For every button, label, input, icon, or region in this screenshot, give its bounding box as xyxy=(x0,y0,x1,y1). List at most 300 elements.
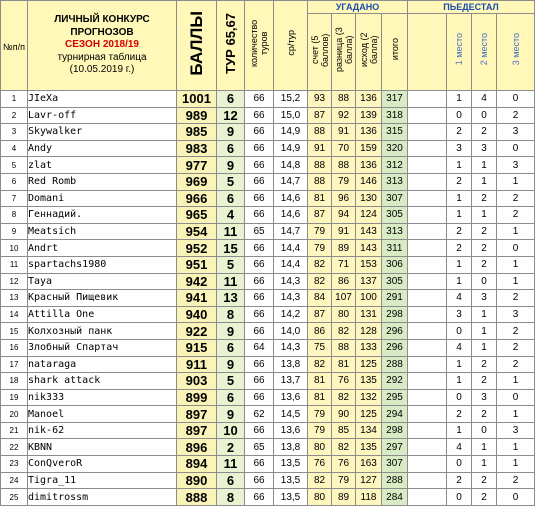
player-name: Tigra_11 xyxy=(28,472,177,489)
avg-per-tour: 14,3 xyxy=(274,339,308,356)
total-guessed: 305 xyxy=(382,273,408,290)
avg-per-tour: 14,6 xyxy=(274,190,308,207)
points: 983 xyxy=(177,140,217,157)
row-number: 3 xyxy=(1,124,28,141)
first-places: 4 xyxy=(447,339,472,356)
player-name: Красный Пищевик xyxy=(28,290,177,307)
spacer xyxy=(408,157,447,174)
avg-per-tour: 15,2 xyxy=(274,91,308,108)
tours-count: 66 xyxy=(245,389,274,406)
tour-points: 6 xyxy=(217,140,245,157)
second-places: 2 xyxy=(472,223,497,240)
table-row xyxy=(1,273,535,290)
diff-guessed: 96 xyxy=(332,190,356,207)
second-places: 1 xyxy=(472,456,497,473)
avg-per-tour: 14,9 xyxy=(274,140,308,157)
group-guessed: УГАДАНО xyxy=(308,1,408,14)
third-places: 0 xyxy=(497,389,535,406)
avg-per-tour: 13,8 xyxy=(274,356,308,373)
points: 894 xyxy=(177,456,217,473)
title-line-1: ЛИЧНЫЙ КОНКУРС xyxy=(54,14,150,26)
first-places: 3 xyxy=(447,306,472,323)
row-number: 17 xyxy=(1,356,28,373)
tours-count: 65 xyxy=(245,223,274,240)
table-row xyxy=(1,290,535,307)
spacer xyxy=(408,140,447,157)
outcome-guessed: 143 xyxy=(356,240,382,257)
total-guessed: 307 xyxy=(382,190,408,207)
tours-count: 66 xyxy=(245,273,274,290)
avg-per-tour: 14,8 xyxy=(274,157,308,174)
row-number: 2 xyxy=(1,107,28,124)
points: 890 xyxy=(177,472,217,489)
total-guessed: 284 xyxy=(382,489,408,506)
spacer xyxy=(408,124,447,141)
diff-guessed: 82 xyxy=(332,323,356,340)
outcome-guessed: 125 xyxy=(356,356,382,373)
spacer xyxy=(408,373,447,390)
header-tours-count: количество туров xyxy=(245,1,274,91)
avg-per-tour: 14,3 xyxy=(274,273,308,290)
table-row xyxy=(1,489,535,506)
avg-per-tour: 14,6 xyxy=(274,207,308,224)
diff-guessed: 107 xyxy=(332,290,356,307)
diff-guessed: 88 xyxy=(332,157,356,174)
third-places: 2 xyxy=(497,107,535,124)
table-row xyxy=(1,240,535,257)
tour-points: 6 xyxy=(217,91,245,108)
table-row xyxy=(1,207,535,224)
date-label: (10.05.2019 г.) xyxy=(69,64,135,76)
table-row xyxy=(1,91,535,108)
first-places: 0 xyxy=(447,107,472,124)
diff-guessed: 92 xyxy=(332,107,356,124)
spacer xyxy=(408,223,447,240)
tour-points: 9 xyxy=(217,323,245,340)
diff-guessed: 79 xyxy=(332,173,356,190)
row-number: 12 xyxy=(1,273,28,290)
total-guessed: 297 xyxy=(382,439,408,456)
third-places: 1 xyxy=(497,273,535,290)
tour-points: 11 xyxy=(217,273,245,290)
third-places: 1 xyxy=(497,406,535,423)
outcome-guessed: 125 xyxy=(356,406,382,423)
outcome-guessed: 128 xyxy=(356,323,382,340)
points: 903 xyxy=(177,373,217,390)
row-number: 15 xyxy=(1,323,28,340)
tour-points: 5 xyxy=(217,256,245,273)
group-podium: ПЬЕДЕСТАЛ xyxy=(408,1,535,14)
third-places: 2 xyxy=(497,290,535,307)
tours-count: 66 xyxy=(245,290,274,307)
total-guessed: 307 xyxy=(382,456,408,473)
points: 977 xyxy=(177,157,217,174)
second-places: 1 xyxy=(472,207,497,224)
tours-count: 66 xyxy=(245,207,274,224)
table-row xyxy=(1,406,535,423)
outcome-guessed: 134 xyxy=(356,422,382,439)
spacer xyxy=(408,323,447,340)
table-row xyxy=(1,373,535,390)
total-guessed: 312 xyxy=(382,157,408,174)
outcome-guessed: 136 xyxy=(356,124,382,141)
player-name: ConQveroR xyxy=(28,456,177,473)
tour-points: 15 xyxy=(217,240,245,257)
score-guessed: 79 xyxy=(308,223,332,240)
total-guessed: 294 xyxy=(382,406,408,423)
third-places: 1 xyxy=(497,456,535,473)
outcome-guessed: 124 xyxy=(356,207,382,224)
points: 899 xyxy=(177,389,217,406)
spacer xyxy=(408,456,447,473)
tours-count: 66 xyxy=(245,422,274,439)
total-guessed: 288 xyxy=(382,472,408,489)
player-name: Attilla One xyxy=(28,306,177,323)
first-places: 0 xyxy=(447,389,472,406)
table-row xyxy=(1,356,535,373)
diff-guessed: 82 xyxy=(332,389,356,406)
second-places: 2 xyxy=(472,240,497,257)
points: 985 xyxy=(177,124,217,141)
score-guessed: 80 xyxy=(308,489,332,506)
player-name: Meatsich xyxy=(28,223,177,240)
diff-guessed: 70 xyxy=(332,140,356,157)
score-guessed: 82 xyxy=(308,256,332,273)
score-guessed: 81 xyxy=(308,190,332,207)
second-places: 0 xyxy=(472,107,497,124)
row-number: 7 xyxy=(1,190,28,207)
outcome-guessed: 159 xyxy=(356,140,382,157)
header-tour: ТУР 65,67 xyxy=(217,1,245,91)
row-number: 4 xyxy=(1,140,28,157)
total-guessed: 295 xyxy=(382,389,408,406)
row-number: 8 xyxy=(1,207,28,224)
header-place-3: 3 место xyxy=(497,14,535,91)
score-guessed: 82 xyxy=(308,356,332,373)
first-places: 2 xyxy=(447,472,472,489)
avg-per-tour: 13,7 xyxy=(274,373,308,390)
second-places: 2 xyxy=(472,124,497,141)
total-guessed: 296 xyxy=(382,339,408,356)
first-places: 1 xyxy=(447,190,472,207)
table-row xyxy=(1,422,535,439)
row-number: 9 xyxy=(1,223,28,240)
total-guessed: 315 xyxy=(382,124,408,141)
avg-per-tour: 13,5 xyxy=(274,472,308,489)
table-row xyxy=(1,389,535,406)
player-name: nataraga xyxy=(28,356,177,373)
second-places: 3 xyxy=(472,290,497,307)
row-number: 6 xyxy=(1,173,28,190)
tour-points: 5 xyxy=(217,373,245,390)
player-name: Lavr-off xyxy=(28,107,177,124)
avg-per-tour: 13,5 xyxy=(274,456,308,473)
diff-guessed: 76 xyxy=(332,456,356,473)
player-name: Taya xyxy=(28,273,177,290)
player-name: zlat xyxy=(28,157,177,174)
tour-points: 8 xyxy=(217,306,245,323)
first-places: 4 xyxy=(447,290,472,307)
player-name: Колхозный панк xyxy=(28,323,177,340)
table-row xyxy=(1,107,535,124)
diff-guessed: 88 xyxy=(332,339,356,356)
player-name: Manoel xyxy=(28,406,177,423)
second-places: 0 xyxy=(472,273,497,290)
total-guessed: 291 xyxy=(382,290,408,307)
row-number: 11 xyxy=(1,256,28,273)
header-avg: ср/тур xyxy=(274,1,308,91)
header-place-1: 1 место xyxy=(447,14,472,91)
third-places: 1 xyxy=(497,223,535,240)
spacer xyxy=(408,439,447,456)
avg-per-tour: 13,8 xyxy=(274,439,308,456)
second-places: 2 xyxy=(472,472,497,489)
avg-per-tour: 14,3 xyxy=(274,290,308,307)
outcome-guessed: 153 xyxy=(356,256,382,273)
outcome-guessed: 143 xyxy=(356,223,382,240)
tour-points: 4 xyxy=(217,207,245,224)
spacer xyxy=(408,306,447,323)
score-guessed: 88 xyxy=(308,124,332,141)
score-guessed: 82 xyxy=(308,273,332,290)
first-places: 1 xyxy=(447,273,472,290)
outcome-guessed: 135 xyxy=(356,439,382,456)
score-guessed: 84 xyxy=(308,290,332,307)
outcome-guessed: 135 xyxy=(356,373,382,390)
third-places: 2 xyxy=(497,356,535,373)
total-guessed: 288 xyxy=(382,356,408,373)
first-places: 4 xyxy=(447,439,472,456)
table-row xyxy=(1,323,535,340)
first-places: 1 xyxy=(447,356,472,373)
diff-guessed: 91 xyxy=(332,124,356,141)
second-places: 1 xyxy=(472,323,497,340)
tours-count: 66 xyxy=(245,472,274,489)
third-places: 3 xyxy=(497,422,535,439)
second-places: 3 xyxy=(472,389,497,406)
row-number: 25 xyxy=(1,489,28,506)
points: 965 xyxy=(177,207,217,224)
score-guessed: 81 xyxy=(308,373,332,390)
table-body xyxy=(1,91,535,506)
diff-guessed: 88 xyxy=(332,91,356,108)
player-name: Andrt xyxy=(28,240,177,257)
third-places: 1 xyxy=(497,173,535,190)
total-guessed: 292 xyxy=(382,373,408,390)
second-places: 2 xyxy=(472,406,497,423)
tours-count: 66 xyxy=(245,323,274,340)
third-places: 3 xyxy=(497,306,535,323)
player-name: JIeXa xyxy=(28,91,177,108)
diff-guessed: 89 xyxy=(332,240,356,257)
second-places: 2 xyxy=(472,256,497,273)
player-name: spartachs1980 xyxy=(28,256,177,273)
third-places: 1 xyxy=(497,373,535,390)
tour-points: 10 xyxy=(217,422,245,439)
subtitle: турнирная таблица xyxy=(57,51,147,63)
second-places: 1 xyxy=(472,306,497,323)
points: 942 xyxy=(177,273,217,290)
tours-count: 66 xyxy=(245,190,274,207)
tour-points: 11 xyxy=(217,223,245,240)
diff-guessed: 90 xyxy=(332,406,356,423)
first-places: 2 xyxy=(447,173,472,190)
outcome-guessed: 130 xyxy=(356,190,382,207)
score-guessed: 93 xyxy=(308,91,332,108)
score-guessed: 75 xyxy=(308,339,332,356)
score-guessed: 79 xyxy=(308,406,332,423)
podium-spacer xyxy=(408,14,447,91)
tours-count: 66 xyxy=(245,173,274,190)
avg-per-tour: 13,6 xyxy=(274,422,308,439)
header-outcome: исход (2 балла) xyxy=(356,14,382,91)
score-guessed: 81 xyxy=(308,389,332,406)
avg-per-tour: 14,2 xyxy=(274,306,308,323)
points: 966 xyxy=(177,190,217,207)
row-number: 20 xyxy=(1,406,28,423)
score-guessed: 87 xyxy=(308,107,332,124)
third-places: 0 xyxy=(497,91,535,108)
player-name: shark attack xyxy=(28,373,177,390)
spacer xyxy=(408,339,447,356)
player-name: Domani xyxy=(28,190,177,207)
spacer xyxy=(408,173,447,190)
spacer xyxy=(408,406,447,423)
row-number: 13 xyxy=(1,290,28,307)
second-places: 1 xyxy=(472,157,497,174)
outcome-guessed: 127 xyxy=(356,472,382,489)
player-name: Злобный Спартач xyxy=(28,339,177,356)
third-places: 0 xyxy=(497,240,535,257)
tours-count: 66 xyxy=(245,373,274,390)
first-places: 1 xyxy=(447,256,472,273)
table-row xyxy=(1,439,535,456)
third-places: 1 xyxy=(497,256,535,273)
spacer xyxy=(408,240,447,257)
table-row xyxy=(1,339,535,356)
tour-points: 9 xyxy=(217,406,245,423)
points: 897 xyxy=(177,406,217,423)
header-total: итого xyxy=(382,14,408,91)
player-name: nik333 xyxy=(28,389,177,406)
table-row xyxy=(1,256,535,273)
tour-points: 9 xyxy=(217,356,245,373)
total-guessed: 317 xyxy=(382,91,408,108)
diff-guessed: 80 xyxy=(332,306,356,323)
outcome-guessed: 131 xyxy=(356,306,382,323)
second-places: 1 xyxy=(472,439,497,456)
third-places: 3 xyxy=(497,157,535,174)
spacer xyxy=(408,190,447,207)
outcome-guessed: 100 xyxy=(356,290,382,307)
tour-points: 6 xyxy=(217,190,245,207)
score-guessed: 88 xyxy=(308,173,332,190)
third-places: 2 xyxy=(497,472,535,489)
total-guessed: 313 xyxy=(382,173,408,190)
score-guessed: 76 xyxy=(308,456,332,473)
first-places: 1 xyxy=(447,207,472,224)
second-places: 0 xyxy=(472,422,497,439)
total-guessed: 298 xyxy=(382,306,408,323)
first-places: 1 xyxy=(447,157,472,174)
diff-guessed: 94 xyxy=(332,207,356,224)
tour-points: 6 xyxy=(217,389,245,406)
row-number: 14 xyxy=(1,306,28,323)
outcome-guessed: 133 xyxy=(356,339,382,356)
score-guessed: 79 xyxy=(308,240,332,257)
first-places: 0 xyxy=(447,323,472,340)
row-number: 23 xyxy=(1,456,28,473)
outcome-guessed: 163 xyxy=(356,456,382,473)
tour-points: 8 xyxy=(217,489,245,506)
row-number: 24 xyxy=(1,472,28,489)
row-number: 16 xyxy=(1,339,28,356)
tours-count: 66 xyxy=(245,124,274,141)
tours-count: 66 xyxy=(245,456,274,473)
spacer xyxy=(408,207,447,224)
tours-count: 66 xyxy=(245,240,274,257)
tour-points: 13 xyxy=(217,290,245,307)
header-points: БАЛЛЫ xyxy=(177,1,217,91)
points: 888 xyxy=(177,489,217,506)
points: 989 xyxy=(177,107,217,124)
second-places: 2 xyxy=(472,190,497,207)
spacer xyxy=(408,489,447,506)
total-guessed: 296 xyxy=(382,323,408,340)
spacer xyxy=(408,91,447,108)
avg-per-tour: 14,7 xyxy=(274,223,308,240)
first-places: 2 xyxy=(447,406,472,423)
avg-per-tour: 14,9 xyxy=(274,124,308,141)
second-places: 3 xyxy=(472,140,497,157)
score-guessed: 82 xyxy=(308,472,332,489)
points: 940 xyxy=(177,306,217,323)
row-number: 19 xyxy=(1,389,28,406)
diff-guessed: 76 xyxy=(332,373,356,390)
diff-guessed: 82 xyxy=(332,439,356,456)
first-places: 0 xyxy=(447,489,472,506)
tour-points: 11 xyxy=(217,456,245,473)
avg-per-tour: 13,5 xyxy=(274,489,308,506)
diff-guessed: 91 xyxy=(332,223,356,240)
points: 896 xyxy=(177,439,217,456)
table-row xyxy=(1,173,535,190)
tours-count: 66 xyxy=(245,107,274,124)
tours-count: 66 xyxy=(245,256,274,273)
second-places: 2 xyxy=(472,356,497,373)
outcome-guessed: 136 xyxy=(356,91,382,108)
total-guessed: 305 xyxy=(382,207,408,224)
first-places: 1 xyxy=(447,422,472,439)
score-guessed: 91 xyxy=(308,140,332,157)
header-place-2: 2 место xyxy=(472,14,497,91)
third-places: 0 xyxy=(497,489,535,506)
tours-count: 66 xyxy=(245,140,274,157)
avg-per-tour: 14,4 xyxy=(274,240,308,257)
third-places: 0 xyxy=(497,140,535,157)
total-guessed: 320 xyxy=(382,140,408,157)
player-name: Andy xyxy=(28,140,177,157)
player-name: KBNN xyxy=(28,439,177,456)
player-name: Геннадий. xyxy=(28,207,177,224)
diff-guessed: 89 xyxy=(332,489,356,506)
player-name: nik-62 xyxy=(28,422,177,439)
tour-points: 2 xyxy=(217,439,245,456)
total-guessed: 311 xyxy=(382,240,408,257)
table-row xyxy=(1,124,535,141)
header-number: №п/п xyxy=(1,1,28,91)
tours-count: 62 xyxy=(245,406,274,423)
